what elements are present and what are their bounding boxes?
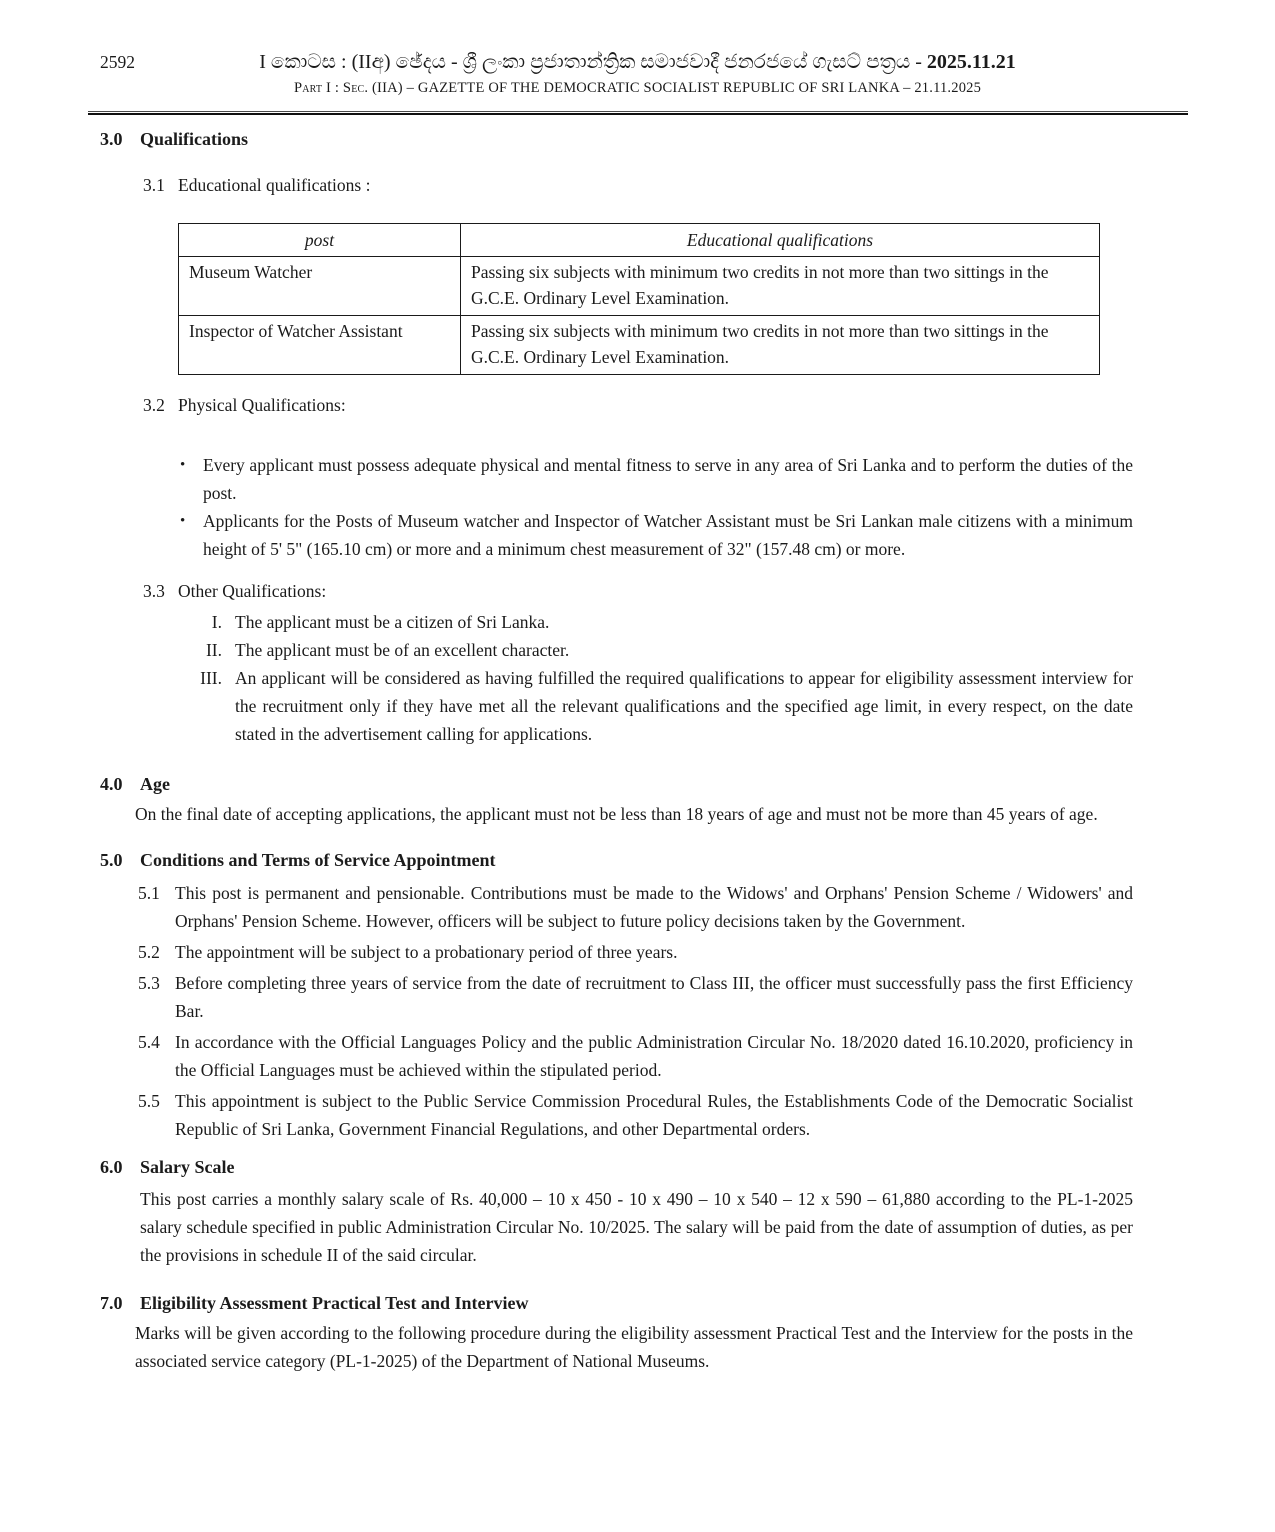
roman-text: The applicant must be of an excellent character.: [235, 640, 570, 660]
item-number: 5.3: [138, 973, 160, 993]
gazette-header-sinhala-date: 2025.11.21: [926, 51, 1016, 73]
subsection-3-2-heading: [143, 393, 1133, 417]
roman-text: The applicant must be a citizen of Sri Lanka.: [235, 612, 550, 632]
table-row: [179, 257, 1100, 316]
conditions-list: [138, 879, 1133, 1143]
subsection-title: Educational qualifications :: [178, 175, 371, 195]
section-3-heading: [100, 127, 1133, 151]
other-qualifications-list: [178, 608, 1133, 748]
item-number: 5.1: [138, 883, 160, 903]
list-item: [138, 938, 1133, 966]
list-item: [180, 451, 1133, 507]
item-number: 5.2: [138, 942, 160, 962]
qualifications-table: [178, 223, 1100, 375]
gazette-header-english: Part I : Sec. (IIA) – GAZETTE OF THE DEMOCRATIC SOCIALIST REPUBLIC OF SRI LANKA – 21.11.2025: [293, 80, 982, 96]
post-cell: Inspector of Watcher Assistant: [179, 316, 461, 375]
roman-numeral: I.: [211, 612, 222, 632]
item-number: 5.4: [138, 1032, 160, 1052]
roman-numeral: III.: [200, 668, 222, 688]
section-5-heading: [100, 848, 1133, 872]
qualification-cell: Passing six subjects with minimum two credits in not more than two sittings in the G.C.E. Ordinary Level Examination.: [461, 316, 1100, 375]
subsection-title: Other Qualifications:: [178, 581, 327, 601]
post-cell: Museum Watcher: [179, 257, 461, 316]
page-number: 2592: [100, 52, 135, 72]
subsection-number: 3.2: [143, 395, 165, 415]
section-6-heading: [100, 1155, 1133, 1179]
section-title: Eligibility Assessment Practical Test and Interview: [140, 1293, 529, 1313]
section-number: 4.0: [100, 774, 123, 794]
item-text: This appointment is subject to the Public Service Commission Procedural Rules, the Establishments Code of the Democratic Socialist Republic of Sri Lanka, Government Financial Regulations, and other Departmental orders.: [175, 1091, 1133, 1139]
section-7-heading: [100, 1291, 1133, 1315]
table-header-qualifications: Educational qualifications: [461, 224, 1100, 257]
list-item: [138, 1028, 1133, 1084]
section-title: Salary Scale: [140, 1157, 235, 1177]
age-paragraph: On the final date of accepting applications, the applicant must not be less than 18 years of age and must not be more than 45 years of age.: [135, 804, 1098, 824]
table-header-row: [179, 224, 1100, 257]
section-number: 6.0: [100, 1157, 123, 1177]
gazette-header-sinhala: [0, 48, 1275, 76]
section-number: 3.0: [100, 129, 123, 149]
header-rule: [88, 111, 1188, 115]
section-number: 7.0: [100, 1293, 123, 1313]
item-text: Before completing three years of service from the date of recruitment to Class III, the officer must successfully pass the first Efficiency Bar.: [175, 973, 1133, 1021]
section-number: 5.0: [100, 850, 123, 870]
list-item: [138, 1087, 1133, 1143]
list-item: [178, 636, 1133, 664]
list-item: [178, 664, 1133, 748]
bullet-icon: •: [180, 513, 186, 529]
item-text: In accordance with the Official Languages Policy and the public Administration Circular No. 18/2020 dated 16.10.2020, proficiency in the Official Languages must be achieved within the stipulated period.: [175, 1032, 1133, 1080]
subsection-3-1-heading: [143, 173, 1133, 197]
item-text: The appointment will be subject to a probationary period of three years.: [175, 942, 678, 962]
subsection-number: 3.1: [143, 175, 165, 195]
list-item: [178, 608, 1133, 636]
salary-paragraph: This post carries a monthly salary scale of Rs. 40,000 – 10 x 450 - 10 x 490 – 10 x 540 – 12 x 590 – 61,880 according to the PL-1-2025 salary schedule specified in public Administration Circular No. 10/2025. The salary will be paid from the date of assumption of duties, as per the provisions in schedule II of the said circular.: [140, 1189, 1133, 1265]
table-row: [179, 316, 1100, 375]
section-title: Conditions and Terms of Service Appointment: [140, 850, 496, 870]
gazette-header-sinhala-text: I කොටස : (IIඅ) ඡේදය - ශ්‍රී ලංකා ප්‍රජාතාන්ත්‍රික සමාජවාදී ජනරජයේ ගැසට් පත්‍රය -: [259, 51, 927, 73]
list-item: [180, 507, 1133, 563]
item-number: 5.5: [138, 1091, 160, 1111]
page-header: [0, 0, 1275, 115]
qualification-cell: Passing six subjects with minimum two credits in not more than two sittings in the G.C.E. Ordinary Level Examination.: [461, 257, 1100, 316]
document-body: [0, 127, 1275, 1375]
section-title: Age: [140, 774, 170, 794]
interview-paragraph: Marks will be given according to the following procedure during the eligibility assessment Practical Test and the Interview for the posts in the associated service category (PL-1-2025) of the Department of National Museums.: [135, 1323, 1133, 1371]
section-4-heading: [100, 772, 1133, 796]
item-text: This post is permanent and pensionable. Contributions must be made to the Widows' and Orphans' Pension Scheme / Widowers' and Orphans' Pension Scheme. However, officers will be subject to future policy decisions taken by the Government.: [175, 883, 1133, 931]
table-header-post: post: [179, 224, 461, 257]
bullet-text: Every applicant must possess adequate physical and mental fitness to serve in any area of Sri Lanka and to perform the duties of the post.: [203, 455, 1133, 503]
list-item: [138, 879, 1133, 935]
physical-qualifications-list: [180, 451, 1133, 563]
roman-text: An applicant will be considered as having fulfilled the required qualifications to appear for eligibility assessment interview for the recruitment only if they have met all the relevant qualifications and the specified age limit, in every respect, on the date stated in the advertisement calling for applications.: [235, 668, 1133, 744]
bullet-text: Applicants for the Posts of Museum watcher and Inspector of Watcher Assistant must be Sri Lankan male citizens with a minimum height of 5' 5" (165.10 cm) or more and a minimum chest measurement of 32" (157.48 cm) or more.: [203, 511, 1133, 559]
bullet-icon: •: [180, 457, 186, 473]
section-title: Qualifications: [140, 129, 249, 149]
roman-numeral: II.: [205, 640, 222, 660]
subsection-3-3-heading: [143, 579, 1133, 603]
list-item: [138, 969, 1133, 1025]
subsection-title: Physical Qualifications:: [178, 395, 346, 415]
subsection-number: 3.3: [143, 581, 165, 601]
